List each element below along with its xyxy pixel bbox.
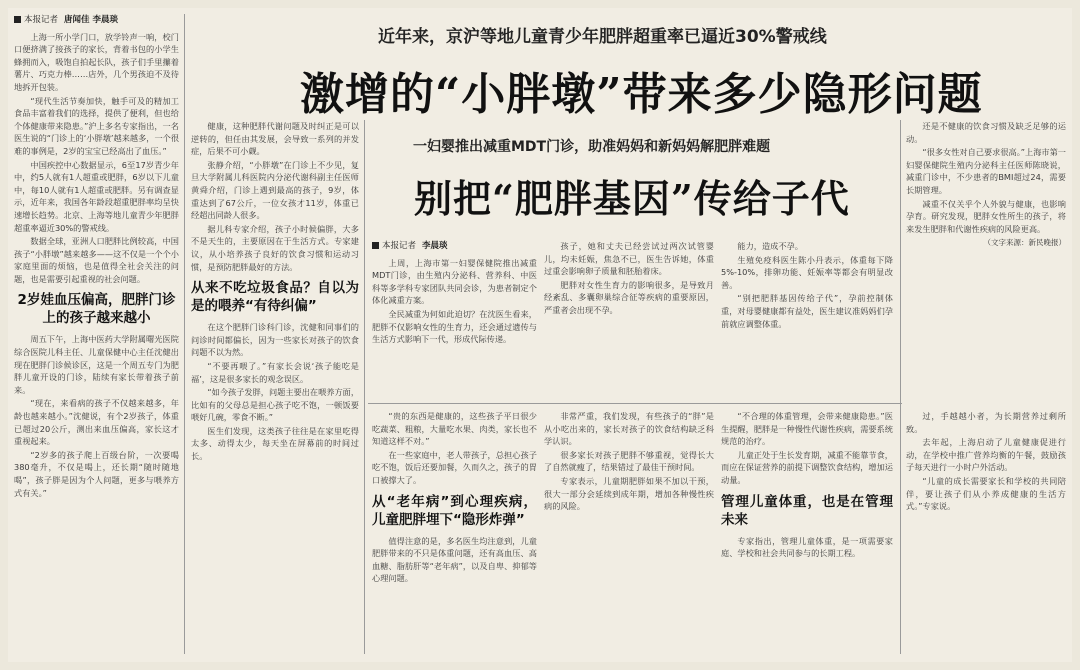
column-5 [721, 240, 893, 398]
mid-headline: 别把“肥胖基因”传给子代 [414, 176, 850, 221]
col2-p3: 据儿科专家介绍，孩子小时候偏胖，大多不是天生的，主要原因在于生活方式。专家建议，从小培养孩子良好的饮食习惯和运动习惯，是预防肥胖最好的方法。 [191, 223, 359, 272]
col2-p7: 医生们发现，这类孩子往往是在家里吃得太多、动得太少，每天坐在屏幕前的时间过长。 [191, 425, 359, 462]
col3b-p2: 在一些家庭中，老人带孩子，总担心孩子吃不饱，饭后还要加餐，久而久之，孩子的胃口被撑大了。 [372, 449, 537, 485]
mid-byline-square-icon [372, 242, 379, 249]
col6b-p1: 过，手越越小者，为长期营养过剩所致。 [906, 411, 1066, 434]
col5b-p1: “不合理的体重管理，会带来健康隐患。”医生提醒，肥胖是一种慢性代谢性疾病，需要系统规范的治疗。 [721, 411, 893, 447]
col2-p1: 健康，这种肥胖代谢问题及时纠正是可以逆转的，但任由其发展，会导致一系列的并发症，后果不可小觑。 [191, 121, 359, 157]
col5-p3: “别把肥胖基因传给子代”，孕前控制体重，对母婴健康都有益处，医生建议准妈妈们孕前就应调整体重。 [721, 293, 893, 329]
column-4-lower [544, 410, 714, 654]
col6-p1: 还是不健康的饮食习惯及缺乏足够的运动。 [906, 121, 1066, 144]
col1-p2: “现代生活节奏加快，触手可及的精加工食品丰富着我们的选择，提供了便利，但也给个体健康带来隐患。”沪上多名专家指出，一名医生说的“门诊上的‘小胖墩’越来越多，一个很难的事例是，2岁的宝宝已经高出了血压。” [14, 95, 179, 156]
col4-p2: 肥胖对女性生育力的影响很多，是导致月经紊乱、多囊卵巢综合征等疾病的重要原因，严重者会出现不孕。 [544, 279, 714, 315]
column-divider-3 [900, 120, 901, 654]
col2-p2: 张静介绍，“小胖墩”在门诊上不少见，复旦大学附属儿科医院内分泌代谢科副主任医师黄舜介绍，门诊上遇到最高的孩子，9岁，体重达到了67公斤，一位女孩才11岁，体重已经超出同龄人很多。 [191, 159, 359, 221]
col1-p7: “2岁多的孩子爬上百级台阶，一次要喝380毫升，不仅是喝上，还长期“随时随地喝”，孩子胖是因为个人问题，更多与喂养方式有关。” [14, 449, 179, 498]
col4b-p1: 非常严重，我们发现，有些孩子的“胖”是从小吃出来的，家长对孩子的饮食结构缺乏科学认识。 [544, 411, 714, 447]
col3b-p3: 值得注意的是，多名医生均注意到，儿童肥胖带来的不只是体重问题，还有高血压、高血糖、脂肪肝等“老年病”，以及自卑、抑郁等心理问题。 [372, 535, 537, 584]
column-5-lower [721, 410, 893, 654]
col1-p6: “现在，来看病的孩子不仅越来越多，年龄也越来越小。”沈健说，有个2岁孩子，体重已超过20公斤，测出来血压偏高，家长这才重视起来。 [14, 398, 179, 447]
column-6 [906, 120, 1066, 402]
column-4 [544, 240, 714, 398]
col6-p2: “很多女性对自己要求很高。”上海市第一妇婴保健院生殖内分泌科主任医师陈晓说，减重门诊中，不少患者的BMI超过24，需要长期管理。 [906, 147, 1066, 195]
top-byline [14, 14, 179, 27]
column-divider-2 [364, 120, 365, 654]
mid-byline [372, 240, 537, 253]
col2-p5: “不要再喂了。”有家长会说‘孩子能吃是福’，这是很多家长的观念误区。 [191, 360, 359, 384]
mid-divider [368, 403, 902, 404]
col4-p1: 孩子，她和丈夫已经尝试过两次试管婴儿，均未妊娠，焦急不已，医生告诉她，体重过重会影响卵子质量和胚胎着床。 [544, 241, 714, 277]
source-note: （文字来源：新民晚报） [983, 238, 1066, 248]
col1-p5: 周五下午，上海中医药大学附属曙光医院综合医院儿科主任、儿童保健中心主任沈健出现在肥胖门诊候诊区，这是一个周五专门为肥胖儿童开设的门诊，陆续有家长带着孩子前来。 [14, 334, 179, 395]
col2-subhead: 从来不吃垃圾食品？自以为是的喂养“有待纠偏” [191, 280, 359, 315]
column-2 [191, 120, 359, 654]
col5b-p3: 专家指出，管理儿童体重，是一项需要家庭、学校和社会共同参与的长期工程。 [721, 535, 893, 559]
col3b-p1: “贵的东西是健康的，这些孩子平日很少吃蔬菜、粗粮，大量吃水果、肉类，家长也不知道这样不对。” [372, 411, 537, 447]
col3b-subhead: 从“老年病”到心理疾病，儿童肥胖埋下“隐形炸弹” [372, 493, 537, 528]
col2-p4: 在这个肥胖门诊科门诊，沈健和同事们的问诊时间都偏长，因为一些家长对孩子的饮食问题不以为然。 [191, 322, 359, 358]
col6b-p3: “儿童的成长需要家长和学校的共同陪伴，要让孩子们从小养成健康的生活方式。”专家说。 [906, 475, 1066, 512]
col1-subhead: 2岁娃血压偏高，肥胖门诊上的孩子越来越小 [17, 292, 176, 327]
mid-byline-label: 本报记者 [382, 241, 417, 251]
top-headline: 激增的“小胖墩”带来多少隐形问题 [300, 69, 983, 120]
col5-p2: 生殖免疫科医生陈小丹表示，体重每下降5%-10%，排卵功能、妊娠率等都会有明显改善。 [721, 254, 893, 290]
byline-square-icon [14, 16, 21, 23]
col2-p6: “如今孩子发胖，问题主要出在喂养方面，比如有的父母总是担心孩子吃不饱，一顿饭要喂好几碗，零食不断。” [191, 387, 359, 423]
col1-p4: 数据全球，亚洲人口肥胖比例较高，中国孩子“小胖墩”越来越多——这不仅是一个个小家庭里面的烦恼，也是值得全社会关注的问题，也是需要引起重视的社会问题。 [14, 236, 179, 284]
newspaper-page [8, 8, 1072, 662]
col3-p2: 全民减重为何如此迫切？在沈医生看来，肥胖不仅影响女性的生育力，还会通过遗传与生活方式影响下一代，形成代际传递。 [372, 308, 537, 345]
col6b-p2: 去年起，上海启动了儿童健康促进行动，在学校中推广营养均衡的午餐，鼓励孩子每天进行一小时户外活动。 [906, 437, 1066, 473]
mid-byline-name: 李晨琰 [422, 241, 448, 251]
col4b-p3: 专家表示，儿童期肥胖如果不加以干预，很大一部分会延续到成年期，增加各种慢性疾病的风险。 [544, 475, 714, 512]
col6-p3: 减重不仅关乎个人外貌与健康，也影响孕育。研究发现，肥胖女性所生的孩子，将来发生肥胖和代谢性疾病的风险更高。 [906, 198, 1066, 234]
col4b-p2: 很多家长对孩子肥胖不够重视，觉得长大了自然就瘦了，结果错过了最佳干预时间。 [544, 449, 714, 473]
col5b-p2: 儿童正处于生长发育期，减重不能靠节食，而应在保证营养的前提下调整饮食结构，增加运动量。 [721, 449, 893, 485]
top-kicker: 近年来，京沪等地儿童青少年肥胖超重率已逼近30%警戒线 [378, 27, 827, 47]
column-1 [14, 14, 179, 654]
byline-label: 本报记者 [24, 15, 59, 25]
column-6-lower [906, 410, 1066, 654]
col5-p1: 能力，造成不孕。 [737, 241, 803, 251]
col1-p1: 上海一所小学门口，放学铃声一响，校门口便挤满了接孩子的家长，背着书包的小学生蜂拥而入，吸饱自拍起长队，孩子们手里攥着薯片、巧克力棒……店外，几个男孩迫不及待地拆开包装。 [14, 31, 179, 92]
column-3 [372, 240, 537, 398]
mid-kicker: 一妇婴推出减重MDT门诊，助准妈妈和新妈妈解肥胖难题 [413, 139, 771, 155]
col3-p1: 上周，上海市第一妇婴保健院推出减重MDT门诊，由生殖内分泌科、营养科、中医科等多学科专家团队共同会诊，为患者制定个体化减重方案。 [372, 257, 537, 306]
column-3-lower [372, 410, 537, 654]
column-divider-1 [184, 14, 185, 654]
col1-p3: 中国疾控中心数据显示，6至17岁青少年中，约5人就有1人超重或肥胖，6岁以下儿童中，每10人就有1人超重或肥胖。另有调查显示，近年来，我国各年龄段超重肥胖率均呈快速增长趋势。北京、上海等地儿童青少年肥胖超重率逼近30%的警戒线。 [14, 159, 179, 233]
byline-names: 唐闻佳 李晨琰 [64, 15, 118, 25]
col5b-subhead: 管理儿童体重，也是在管理未来 [721, 493, 893, 528]
